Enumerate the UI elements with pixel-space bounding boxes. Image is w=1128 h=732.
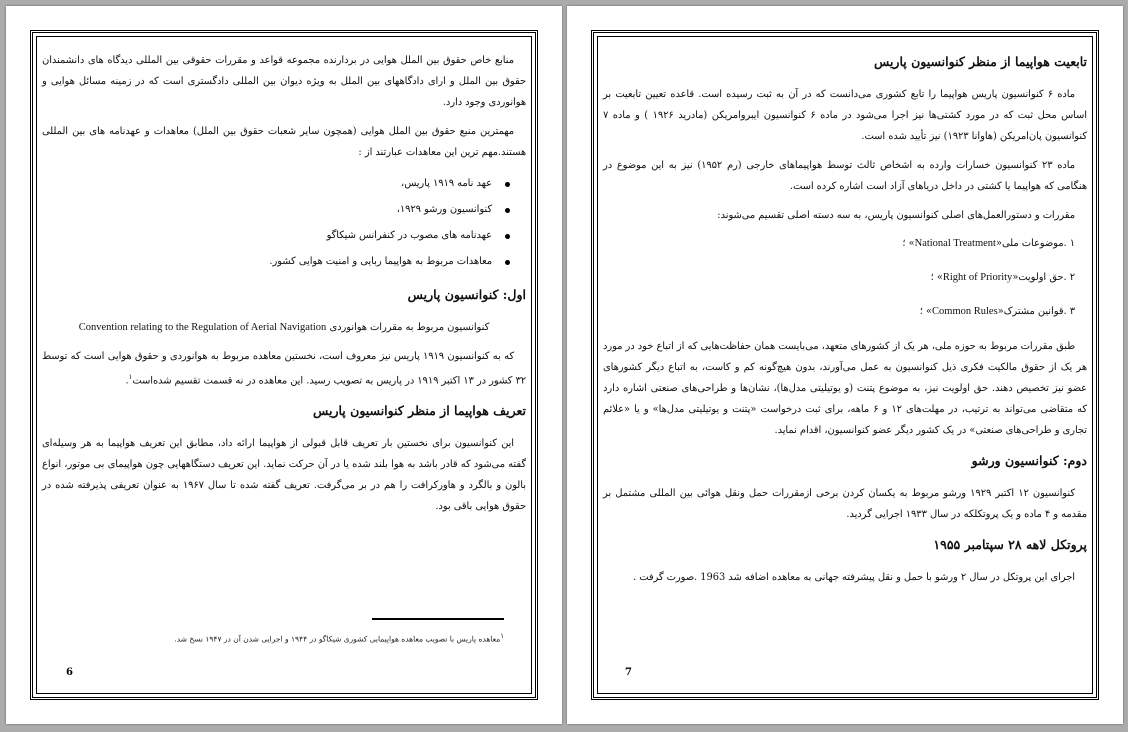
convention-title-line [42,317,526,338]
footnote-mark: ۱ [500,632,504,640]
list-item: عهدنامه های مصوب در کنفرانس شیکاگو [42,223,492,249]
convention-title-en: Convention relating to the Regulation of Aerial Navigation [78,322,327,333]
paragraph-aircraft-definition: این کنوانسیون برای نخستین بار تعریف قابل قبولی از هواپیما ارائه داد، مطابق این تعریف هواپیما به هر وسیله‌ای گفته می‌شود که قادر باشد به هوا بلند شده یا در آن حرکت نماید. این تعریف دستگاههایی چون هواپیمای بی موتور، انواع بالون و بالگرد و هاورکرافت را هم در بر می‌گرفت. تعریف گفته شده تا سال ۱۹۶۷ به عنوان تعریفی پذیرفته شده در حقوق هوایی باقی بود. [42,438,526,513]
document-page-6 [6,6,562,724]
paragraph-hague-protocol: اجرای این پروتکل در سال ۲ ورشو با حمل و نقل پیشرفته جهانی به معاهده اضافه شد 1963 .صورت گرفت . [632,572,1075,583]
heading-hague-protocol: پروتکل لاهه ۲۸ سپتامبر ۱۹۵۵ [933,537,1087,552]
heading-aircraft-nationality: تابعیت هواپیما از منظر کنوانسیون پاریس [874,54,1087,69]
item-suffix: » ؛ [919,306,933,317]
paragraph-paris-1919: که به کنوانسیون ۱۹۱۹ پاریس نیز معروف است، نخستین معاهده مربوط به هوانوردی و حقوق هوایی است که توسط ۳۲ کشور در ۱۳ اکتبر ۱۹۱۹ در پاریس به تصویب رسید. این معاهده در نه قسمت تقسیم شده‌است$^۱$. [42,351,526,387]
footnote-separator [372,618,504,620]
item-english-term: National Treatment [914,238,996,249]
heading-aircraft-definition: تعریف هواپیما از منظر کنوانسیون پاریس [313,403,526,419]
list-item [603,302,1087,322]
item-suffix: » ؛ [930,272,943,283]
paragraph-air-law-sources: منابع خاص حقوق بین الملل هوایی در بردارنده مجموعه قواعد و مقررات حقوقی بین المللی دیدگاه های دانشمندان حقوق بین الملل و ارای دادگاههای بین الملل به ویژه دیوان بین المللی دادگستری است که در زمینه مسائل هوایی و هوانوردی وجود دارد. [42,55,526,108]
item-suffix: » ؛ [902,238,915,249]
footnote-reference: ۱ [128,373,133,381]
list-item [603,234,1087,254]
page-content [603,42,1087,596]
treaty-list [42,171,526,275]
item-english-term: Common Rules [932,306,998,317]
paragraph-warsaw-1929: کنوانسیون ۱۲ اکتبر ۱۹۲۹ ورشو مربوط به یکسان کردن برخی ازمقررات حمل ونقل هوائی بین المللی مشتمل بر مقدمه و ۴ ماده و یک پروتکلکه در سال ۱۹۳۳ اجرایی گردید. [603,488,1087,520]
paragraph-text: که به کنوانسیون ۱۹۱۹ پاریس نیز معروف است، نخستین معاهده مربوط به هوانوردی و حقوق هوایی است که توسط ۳۲ کشور در ۱۳ اکتبر ۱۹۱۹ در پاریس به تصویب رسید. این معاهده در نه قسمت تقسیم شده‌است [42,351,526,387]
paragraph-rule-categories: مقررات و دستورالعمل‌های اصلی کنوانسیون پاریس، به سه دسته اصلی تقسیم می‌شوند: [717,210,1075,221]
page-content [42,50,526,525]
paragraph-main-source: مهمترین منبع حقوق بین الملل هوایی (همچون سایر شعبات حقوق بین الملل) معاهدات و عهدنامه های بین المللی هستند.مهم ترین این معاهدات عبارتند از : [42,126,526,158]
document-page-7 [567,6,1123,724]
list-item: عهد نامه ۱۹۱۹ پاریس، [42,171,492,197]
page-number: 6 [66,667,73,678]
list-item [603,268,1087,288]
list-item: کنوانسیون ورشو ۱۹۲۹، [42,197,492,223]
footnote [50,630,504,646]
paragraph-article-23: ماده ۲۳ کنوانسیون خسارات وارده به اشخاص ثالث توسط هواپیماهای خارجی (رم ۱۹۵۲) نیز به این موضوع در هنگامی که هواپیما یا کشتی در داخل دریاهای آزاد است اشاره کرده است. [603,160,1087,192]
item-english-term: Right of Priority [942,272,1013,283]
list-item: معاهدات مربوط به هواپیما ربایی و امنیت هوایی کشور. [42,249,492,275]
footnote-text: معاهده پاریس با تصویب معاهده هواپیمایی کشوری شیکاگو در ۱۹۴۴ و اجرایی شدن آن در ۱۹۴۷ نسخ شد. [174,634,501,644]
paragraph-article-6: ماده ۶ کنوانسیون پاریس هواپیما را تابع کشوری می‌دانست که در آن به ثبت رسیده است. قاعده تعیین تابعیت بر اساس محل ثبت که در مورد کشتی‌ها نیز اجرا می‌شود در ماده ۶ کنوانسیون ایبروامریکن (مادرید ۱۹۲۶ ) و ماده ۷ کنوانسیون پان‌امریکن (هاوانا ۱۹۲۳) نیز تأیید شده است. [603,89,1087,142]
item-prefix: ۳ .قوانین مشترک« [997,306,1075,317]
convention-title-fa: کنوانسیون مربوط به مقررات هوانوردی [329,322,490,333]
heading-paris-convention: اول: کنوانسیون پاریس [407,287,526,302]
item-prefix: ۱ .موضوعات ملی« [995,238,1075,249]
paragraph-national-treatment: طبق مقررات مربوط به حوزه ملی، هر یک از کشورهای متعهد، می‌بایست همان حفاظت‌هایی که از اتباع خود در مورد هر یک از حقوق مالکیت فکری ذیل کنوانسیون به عمل می‌آورند، بدون هیچ‌گونه کم و کاست، به اتباع دیگر کشورهای عضو نیز تخصیص دهند. حق اولویت نیز، به موضوع پتنت (و یوتیلیتی مدل‌ها)، نشان‌ها و طراحی‌های صنعتی اشاره دارد که متقاضی می‌تواند به ترتیب، در مهلت‌های ۱۲ و ۶ ماهه، برای ثبت درخواست «پتنت و یوتیلیتی مدل‌ها» و یا «علائم تجاری و طراحی‌های صنعتی» در یک کشور دیگر عضو کنوانسیون، اقدام نماید. [603,341,1087,436]
heading-warsaw-convention: دوم: کنوانسیون ورشو [971,453,1087,468]
page-number: 7 [625,667,632,678]
item-prefix: ۲ .حق اولویت« [1012,272,1075,283]
